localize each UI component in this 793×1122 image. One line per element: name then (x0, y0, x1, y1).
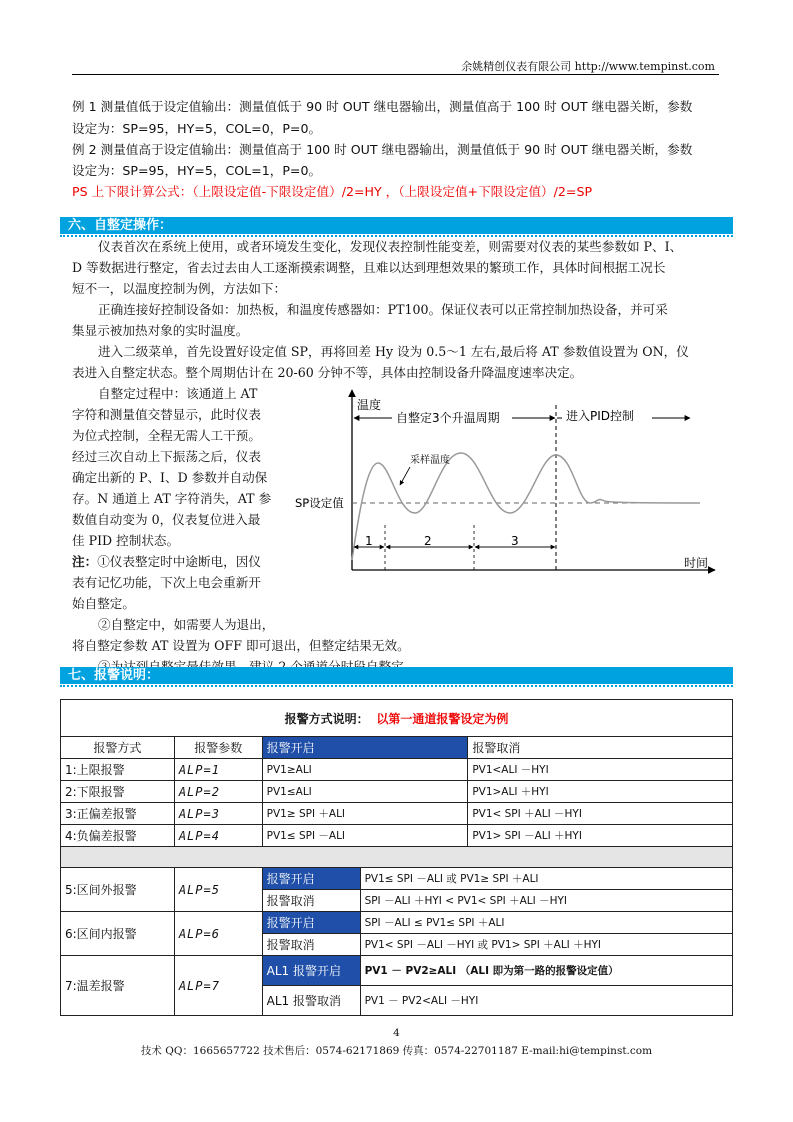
example-2-line-1: 例 2 测量值高于设定值输出：测量值高于 100 时 OUT 继电器输出，测量值低于 90 时 OUT 继电器关断，参数 (72, 142, 693, 157)
row3-param: ALP=3 (174, 803, 262, 825)
curve-label: 采样温度 (410, 455, 450, 466)
row7-param: ALP=7 (174, 956, 262, 1016)
row7-off-label: AL1 报警取消 (262, 986, 360, 1016)
note-line-3: 始自整定。 (72, 596, 135, 611)
note-line-2: 表有记忆功能，下次上电会重新开 (72, 575, 261, 590)
alarm-table (60, 699, 733, 1016)
section-7-title: 七、报警说明： (68, 668, 160, 683)
note-text-1: ①仪表整定时中途断电，因仪 (97, 554, 261, 569)
s6-left-l7: 数值自动变为 0，仪表复位进入最 (72, 512, 261, 527)
row6-on-label: 报警开启 (262, 912, 360, 934)
table-title-b: 以第一通道报警设定为例 (376, 711, 509, 726)
row6-on: SPI －ALI ≤ PV1≤ SPI ＋ALI (360, 912, 732, 934)
s6-p3-l2: 表进入自整定状态。整个周期估计在 20-60 分钟不等，具体由控制设备升降温度速率决定。 (72, 365, 583, 380)
row7-on: PV1 － PV2≥ALI （ALI 即为第一路的报警设定值） (360, 956, 732, 986)
note-line-4: ②自整定中，如需要人为退出， (98, 617, 275, 632)
s6-left-l6: 存。N 通道上 AT 字符消失，AT 参 (72, 491, 272, 506)
s6-p2-l2: 集显示被加热对象的实时温度。 (72, 323, 249, 338)
s6-left-l2: 字符和测量值交替显示，此时仪表 (72, 407, 261, 422)
s6-p1-l3: 短不一，以温度控制为例，方法如下： (72, 281, 287, 296)
row6-param: ALP=6 (174, 912, 262, 956)
row3-mode: 3:正偏差报警 (61, 803, 175, 825)
table-row (61, 868, 733, 890)
section-7-bar (60, 667, 733, 684)
s6-left-l8: 佳 PID 控制状态。 (72, 533, 180, 548)
row1-on: PV1≥ALI (262, 759, 468, 781)
row3-on: PV1≥ SPI ＋ALI (262, 803, 468, 825)
row2-param: ALP=2 (174, 781, 262, 803)
page-number: 4 (393, 1027, 400, 1039)
y-axis-label: 温度 (357, 398, 382, 412)
example-1-line-1: 例 1 测量值低于设定值输出：测量值低于 90 时 OUT 继电器输出，测量值高于 100 时 OUT 继电器关断，参数 (72, 99, 693, 114)
table-row (61, 759, 733, 781)
row3-off: PV1< SPI ＋ALI －HYI (468, 803, 733, 825)
row5-off: SPI －ALI ＋HYI < PV1< SPI ＋ALI －HYI (360, 890, 732, 912)
page-footer: 技术 QQ：1665657722 技术售后：0574-62171869 传真：0574-22701187 E-mail:hi@tempinst.com (140, 1045, 653, 1057)
table-title-a: 报警方式说明： (284, 711, 369, 726)
table-row (61, 956, 733, 986)
row7-off: PV1 － PV2<ALI －HYI (360, 986, 732, 1016)
row6-off: PV1< SPI －ALI －HYI 或 PV1> SPI ＋ALI ＋HYI (360, 934, 732, 956)
note-label: 注： (72, 554, 98, 569)
row1-mode: 1:上限报警 (61, 759, 175, 781)
row7-on-label: AL1 报警开启 (262, 956, 360, 986)
autotune-diagram (290, 385, 730, 580)
col-param-header: 报警参数 (174, 737, 262, 759)
s6-p3-l1: 进入二级菜单，首先设置好设定值 SP，再将回差 Hy 设为 0.5～1 左右,最后将 AT 参数值设置为 ON，仪 (98, 344, 689, 359)
x-axis-label: 时间 (684, 556, 709, 570)
row2-on: PV1≤ALI (262, 781, 468, 803)
row1-param: ALP=1 (174, 759, 262, 781)
row4-off: PV1> SPI －ALI ＋HYI (468, 825, 733, 847)
example-1-line-2: 设定为：SP=95，HY=5，COL=0，P=0。 (72, 121, 322, 136)
row1-off: PV1<ALI －HYI (468, 759, 733, 781)
row5-on: PV1≤ SPI －ALI 或 PV1≥ SPI ＋ALI (360, 868, 732, 890)
row6-mode: 6:区间内报警 (61, 912, 175, 956)
table-spacer-row (61, 847, 733, 868)
note-line-1 (72, 552, 261, 573)
period-3: 3 (511, 534, 519, 548)
s6-left-l1: 自整定过程中：该通道上 AT (98, 386, 258, 401)
s6-left-l5: 确定出新的 P、I、D 参数并自动保 (72, 470, 268, 485)
s6-p1-l2: D 等数据进行整定，省去过去由人工逐渐摸索调整，且难以达到理想效果的繁琐工作，具体时间根据工况长 (72, 260, 666, 275)
row6-off-label: 报警取消 (262, 934, 360, 956)
phase1-label: 自整定3个升温周期 (396, 411, 500, 425)
row4-param: ALP=4 (174, 825, 262, 847)
row2-mode: 2:下限报警 (61, 781, 175, 803)
row7-mode: 7:温差报警 (61, 956, 175, 1016)
table-row (61, 803, 733, 825)
header-rule (72, 74, 719, 75)
example-2-line-2: 设定为：SP=95，HY=5，COL=1，P=0。 (72, 163, 322, 178)
row5-param: ALP=5 (174, 868, 262, 912)
s6-left-l3: 为位式控制，全程无需人工干预。 (72, 428, 261, 443)
alarm-table-title (61, 700, 733, 737)
section-6-bar (60, 217, 733, 234)
s6-p1-l1: 仪表首次在系统上使用，或者环境发生变化，发现仪表控制性能变差，则需要对仪表的某些参数如 P、I、 (98, 239, 683, 254)
period-2: 2 (424, 534, 432, 548)
section-6-title: 六、自整定操作： (68, 218, 173, 233)
col-mode-header: 报警方式 (61, 737, 175, 759)
formula-line: PS 上下限计算公式：（上限设定值-下限设定值）/2=HY ，（上限设定值+下限设定值）/2=SP (72, 184, 593, 199)
s6-p2-l1: 正确连接好控制设备如：加热板，和温度传感器如：PT100。保证仪表可以正常控制加热设备，并可采 (98, 302, 668, 317)
s6-left-l4: 经过三次自动上下振荡之后，仪表 (72, 449, 261, 464)
table-row (61, 825, 733, 847)
row5-mode: 5:区间外报警 (61, 868, 175, 912)
phase2-label: 进入PID控制 (566, 409, 635, 423)
temperature-curve (352, 453, 700, 560)
col-on-header: 报警开启 (262, 737, 468, 759)
period-1: 1 (365, 534, 373, 548)
note-line-5: 将自整定参数 AT 设置为 OFF 即可退出，但整定结果无效。 (72, 638, 410, 653)
page-header: 余姚精创仪表有限公司 http://www.tempinst.com (461, 60, 715, 73)
table-row (61, 781, 733, 803)
sp-label: SP设定值 (295, 496, 344, 510)
row4-on: PV1≤ SPI －ALI (262, 825, 468, 847)
row5-off-label: 报警取消 (262, 890, 360, 912)
row4-mode: 4:负偏差报警 (61, 825, 175, 847)
col-off-header: 报警取消 (468, 737, 733, 759)
table-row (61, 912, 733, 934)
row5-on-label: 报警开启 (262, 868, 360, 890)
row2-off: PV1>ALI ＋HYI (468, 781, 733, 803)
